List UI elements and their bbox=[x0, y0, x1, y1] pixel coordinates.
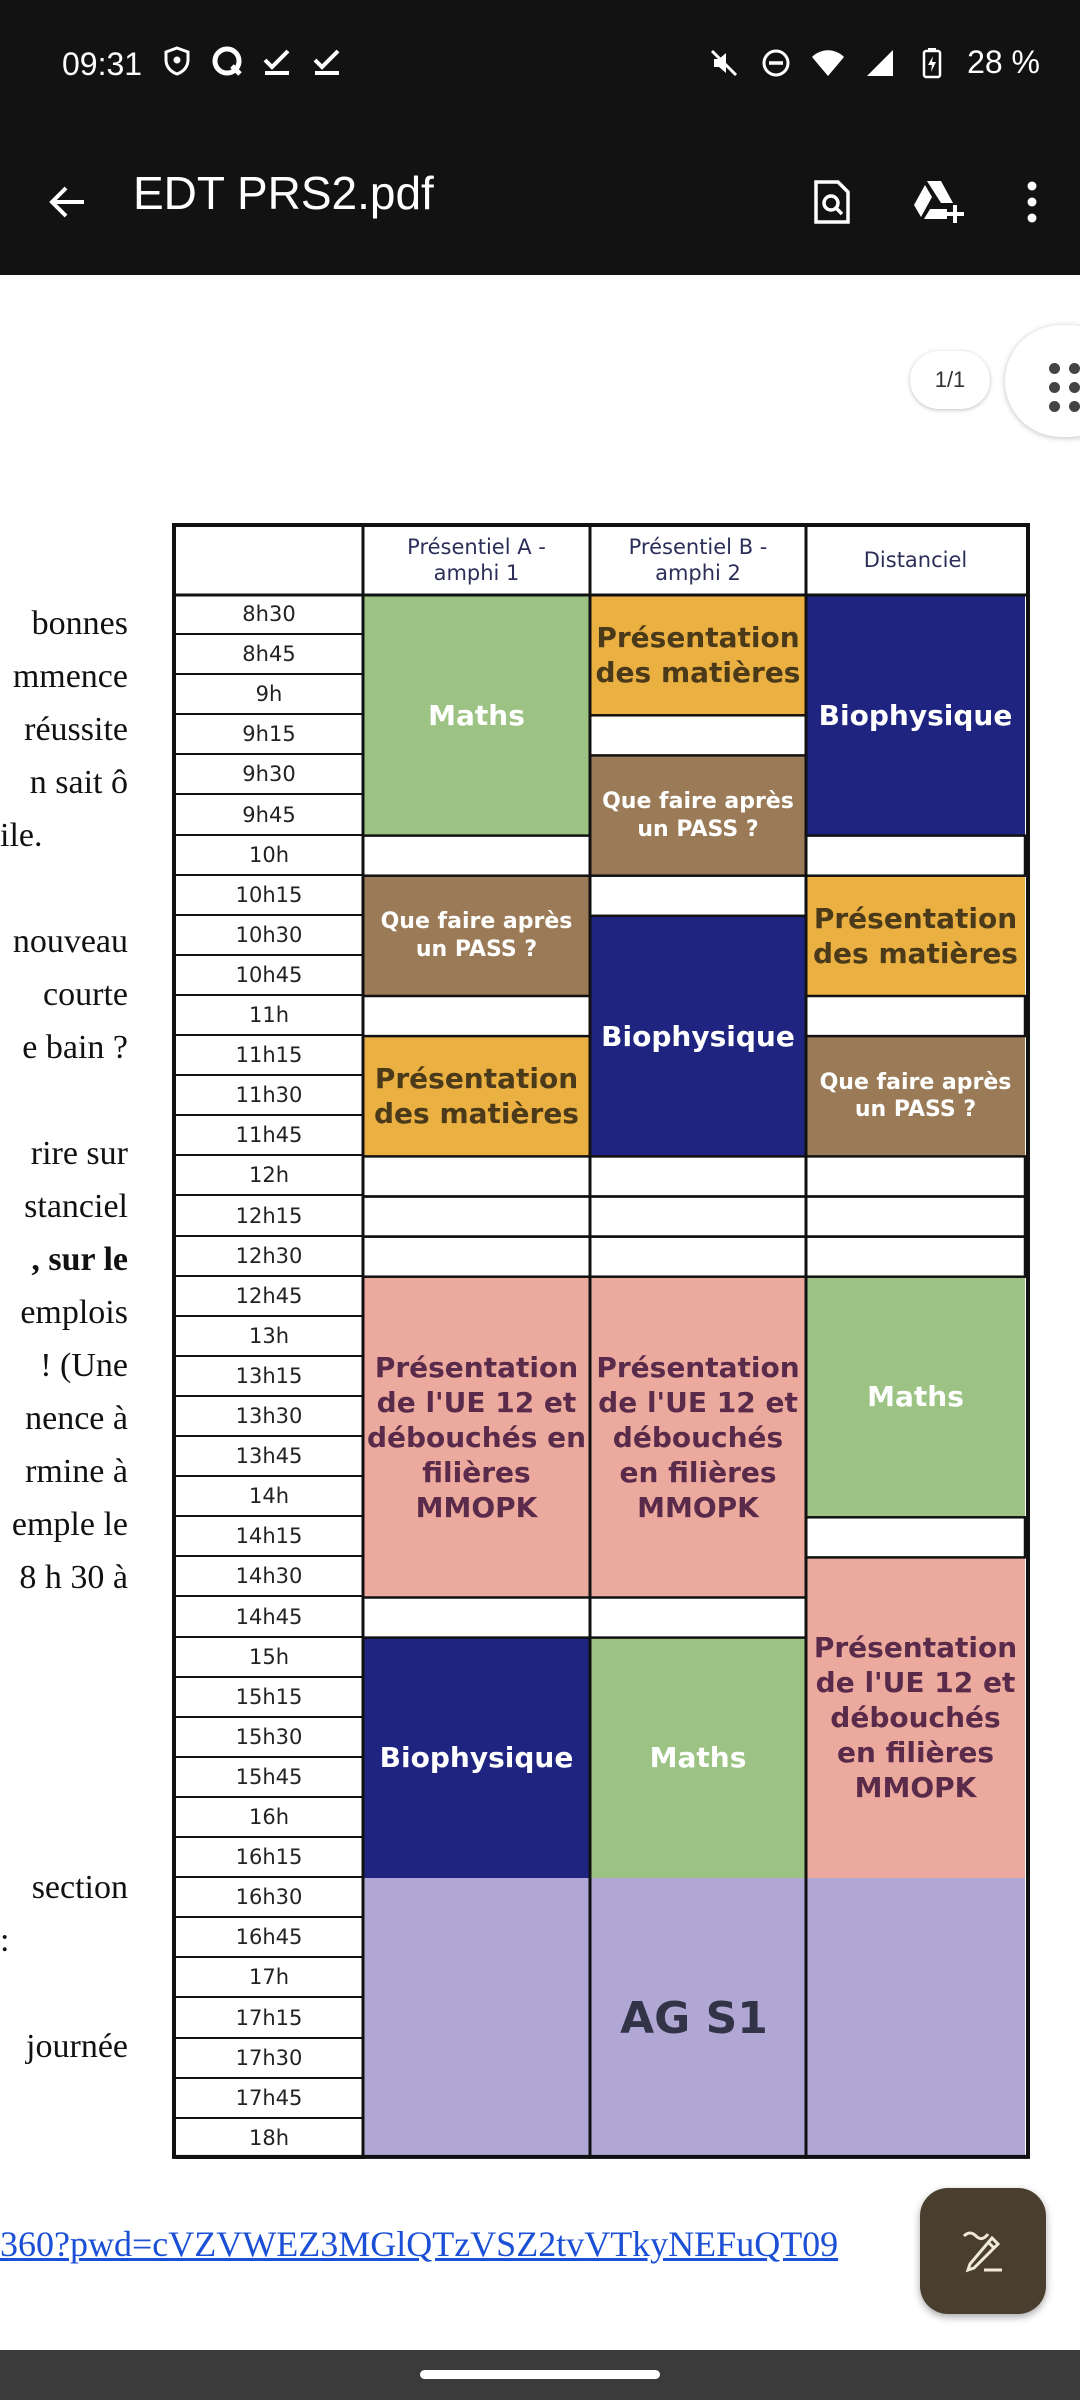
drag-handle-icon bbox=[1049, 363, 1080, 412]
time-slot-label: 13h30 bbox=[175, 1397, 363, 1437]
time-slot-label: 10h30 bbox=[175, 916, 363, 956]
time-slot-label: 17h30 bbox=[175, 2039, 363, 2079]
session-ue12: Présentation de l'UE 12 et débouchés en filières MMOPK bbox=[590, 1277, 806, 1598]
session-maths: Maths bbox=[363, 595, 590, 836]
shield-icon bbox=[160, 44, 194, 78]
time-slot-label: 15h45 bbox=[175, 1758, 363, 1798]
status-bar bbox=[0, 0, 1080, 130]
time-slot-label: 10h bbox=[175, 836, 363, 876]
empty-slot bbox=[806, 1237, 1025, 1277]
background-text-line: : bbox=[0, 1922, 10, 1959]
fast-scroll-handle[interactable] bbox=[1005, 325, 1080, 437]
empty-slot bbox=[363, 1598, 590, 1638]
time-slot-label: 11h bbox=[175, 996, 363, 1036]
time-slot-label: 15h30 bbox=[175, 1718, 363, 1758]
time-slot-label: 14h15 bbox=[175, 1517, 363, 1557]
annotate-pen-icon bbox=[958, 2226, 1008, 2276]
check-icon bbox=[310, 44, 344, 78]
annotate-button[interactable] bbox=[920, 2188, 1046, 2314]
page-indicator: 1/1 bbox=[910, 351, 990, 409]
empty-slot bbox=[590, 876, 806, 916]
time-slot-label: 16h45 bbox=[175, 1918, 363, 1958]
status-time: 09:31 bbox=[62, 46, 143, 82]
dnd-icon bbox=[759, 46, 793, 80]
battery-percent: 28 % bbox=[967, 44, 1040, 80]
background-text-line: réussite bbox=[24, 711, 128, 748]
background-text-line: mmence bbox=[12, 658, 128, 695]
document-title: EDT PRS2.pdf bbox=[133, 167, 434, 219]
time-slot-label: 13h bbox=[175, 1317, 363, 1357]
time-slot-label: 14h30 bbox=[175, 1557, 363, 1597]
timetable-grid bbox=[172, 523, 1030, 2175]
empty-slot bbox=[806, 996, 1025, 1036]
status-icons-left bbox=[160, 44, 344, 78]
time-slot-label: 16h15 bbox=[175, 1838, 363, 1878]
time-slot-label: 11h15 bbox=[175, 1036, 363, 1076]
save-to-drive-button[interactable] bbox=[906, 170, 970, 234]
session-pass: Que faire après un PASS ? bbox=[806, 1036, 1025, 1156]
background-text-line: rmine à bbox=[25, 1453, 128, 1490]
empty-slot bbox=[590, 1197, 806, 1237]
time-slot-label: 17h15 bbox=[175, 1999, 363, 2039]
background-text-line: ! (Une bbox=[40, 1347, 128, 1384]
empty-slot bbox=[363, 996, 590, 1036]
back-button[interactable] bbox=[36, 170, 100, 234]
time-slot-label: 12h30 bbox=[175, 1237, 363, 1277]
column-header: Présentiel A - amphi 1 bbox=[407, 535, 546, 585]
empty-slot bbox=[806, 1197, 1025, 1237]
background-text-line: 8 h 30 à bbox=[19, 1559, 128, 1596]
wifi-icon bbox=[811, 46, 845, 80]
time-slot-label: 14h45 bbox=[175, 1598, 363, 1638]
background-text-line: emplois bbox=[20, 1294, 128, 1331]
time-slot-label: 15h15 bbox=[175, 1678, 363, 1718]
background-text-line: stanciel bbox=[24, 1188, 128, 1225]
check-icon bbox=[260, 44, 294, 78]
app-bar bbox=[0, 130, 1080, 275]
time-slot-label: 12h45 bbox=[175, 1277, 363, 1317]
arrow-back-icon bbox=[48, 182, 88, 222]
navigation-bar bbox=[0, 2350, 1080, 2400]
background-text-line: ile. bbox=[0, 817, 43, 854]
session-maths: Maths bbox=[590, 1638, 806, 1879]
background-text-line: emple le bbox=[11, 1506, 128, 1543]
time-slot-label: 9h30 bbox=[175, 755, 363, 795]
session-biophysique: Biophysique bbox=[363, 1638, 590, 1879]
time-slot-label: 11h45 bbox=[175, 1116, 363, 1156]
time-slot-label: 13h15 bbox=[175, 1357, 363, 1397]
session-ue12: Présentation de l'UE 12 et débouchés en filières MMOPK bbox=[363, 1277, 590, 1598]
column-header: Présentiel B - amphi 2 bbox=[628, 535, 768, 585]
find-in-page-icon bbox=[812, 179, 852, 225]
session-pass: Que faire après un PASS ? bbox=[363, 876, 590, 996]
time-slot-label: 18h bbox=[175, 2119, 363, 2159]
background-text-line: e bain ? bbox=[22, 1029, 128, 1066]
session-ag: AG S1 bbox=[363, 1878, 1025, 2159]
battery-icon bbox=[915, 46, 949, 80]
find-in-page-button[interactable] bbox=[800, 170, 864, 234]
session-biophysique: Biophysique bbox=[590, 916, 806, 1157]
time-slot-label: 17h bbox=[175, 1958, 363, 1998]
time-slot-label: 11h30 bbox=[175, 1076, 363, 1116]
empty-slot bbox=[363, 1156, 590, 1196]
empty-slot bbox=[363, 1237, 590, 1277]
background-text-line: , sur le bbox=[31, 1241, 128, 1278]
session-pass: Que faire après un PASS ? bbox=[590, 755, 806, 875]
time-slot-label: 14h bbox=[175, 1477, 363, 1517]
background-text-line: bonnes bbox=[31, 605, 128, 642]
empty-slot bbox=[590, 715, 806, 755]
background-text-line: journée bbox=[26, 2028, 128, 2065]
background-text-line: nouveau bbox=[12, 923, 128, 960]
circle-icon bbox=[210, 44, 244, 78]
home-gesture-handle[interactable] bbox=[420, 2370, 660, 2379]
time-slot-label: 9h bbox=[175, 675, 363, 715]
time-slot-label: 9h15 bbox=[175, 715, 363, 755]
empty-slot bbox=[806, 836, 1025, 876]
grid-border bbox=[174, 525, 1028, 2157]
empty-slot bbox=[363, 1197, 590, 1237]
background-text-line: rire sur bbox=[30, 1135, 128, 1172]
timetable bbox=[172, 523, 1030, 2175]
empty-slot bbox=[590, 1598, 806, 1638]
time-slot-label: 16h30 bbox=[175, 1878, 363, 1918]
session-ue12: Présentation de l'UE 12 et débouchés en filières MMOPK bbox=[806, 1557, 1025, 1878]
pdf-viewer[interactable] bbox=[0, 275, 1080, 2350]
time-slot-label: 16h bbox=[175, 1798, 363, 1838]
session-presentation: Présentation des matières bbox=[806, 876, 1025, 996]
empty-slot bbox=[363, 836, 590, 876]
time-slot-label: 17h45 bbox=[175, 2079, 363, 2119]
background-text-line: nence à bbox=[25, 1400, 128, 1437]
status-icons-right bbox=[707, 44, 1040, 81]
empty-slot bbox=[590, 1237, 806, 1277]
document-link[interactable]: 360?pwd=cVZVWEZ3MGlQTzVSZ2tvVTkyNEFuQT09 bbox=[0, 2224, 839, 2264]
signal-icon bbox=[863, 46, 897, 80]
time-slot-label: 12h15 bbox=[175, 1197, 363, 1237]
session-biophysique: Biophysique bbox=[806, 595, 1025, 836]
empty-slot bbox=[806, 1156, 1025, 1196]
empty-slot bbox=[590, 1156, 806, 1196]
time-slot-label: 10h45 bbox=[175, 956, 363, 996]
time-slot-label: 9h45 bbox=[175, 796, 363, 836]
session-presentation: Présentation des matières bbox=[363, 1036, 590, 1156]
background-text-line: n sait ô bbox=[29, 764, 128, 801]
time-slot-label: 12h bbox=[175, 1156, 363, 1196]
more-options-button[interactable] bbox=[1000, 170, 1064, 234]
background-text-line: courte bbox=[43, 976, 128, 1013]
time-slot-label: 15h bbox=[175, 1638, 363, 1678]
session-presentation: Présentation des matières bbox=[590, 595, 806, 715]
background-text-line: section bbox=[31, 1869, 128, 1906]
time-slot-label: 10h15 bbox=[175, 876, 363, 916]
more-vert-icon bbox=[1022, 180, 1042, 224]
time-slot-label: 8h45 bbox=[175, 635, 363, 675]
empty-slot bbox=[806, 1517, 1025, 1557]
time-slot-label: 8h30 bbox=[175, 595, 363, 635]
column-header: Distanciel bbox=[863, 547, 968, 572]
drive-add-icon bbox=[911, 179, 965, 225]
time-slot-label: 13h45 bbox=[175, 1437, 363, 1477]
mute-icon bbox=[707, 46, 741, 80]
session-maths: Maths bbox=[806, 1277, 1025, 1518]
